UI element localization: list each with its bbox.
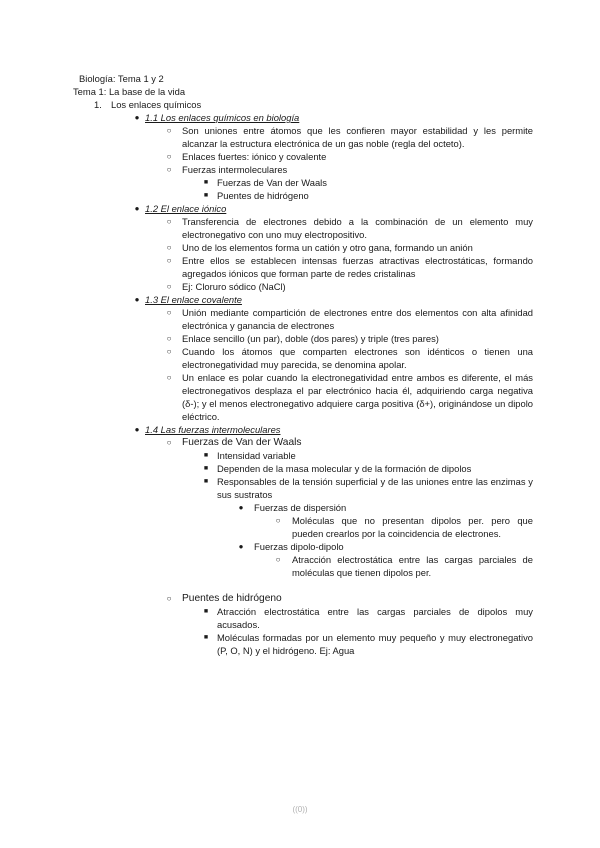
list-item xyxy=(235,540,533,553)
list-item xyxy=(272,553,533,579)
page-footer: ((0)) xyxy=(292,805,308,814)
document-title: Biología: Tema 1 y 2 xyxy=(79,73,164,84)
bullet-marker: ● xyxy=(134,113,140,122)
bullet-marker: ○ xyxy=(166,308,172,317)
bullet-marker: ○ xyxy=(275,555,281,564)
bullet-marker: ○ xyxy=(166,256,172,265)
list-item-text: Enlaces fuertes: iónico y covalente xyxy=(182,151,327,162)
subsection-title: 1.4 Las fuerzas intermoleculares xyxy=(145,424,281,435)
section-title: Los enlaces químicos xyxy=(111,99,202,110)
list-item-text: Intensidad variable xyxy=(217,450,296,461)
list-item xyxy=(200,189,533,202)
list-item xyxy=(235,501,533,514)
bullet-marker: ○ xyxy=(166,438,172,447)
bullet-marker: ● xyxy=(134,425,140,434)
bullet-marker: ■ xyxy=(203,478,209,485)
bullet-marker: ○ xyxy=(166,243,172,252)
bullet-marker: ○ xyxy=(166,217,172,226)
list-item xyxy=(272,514,533,540)
bullet-marker: ○ xyxy=(166,165,172,174)
list-item xyxy=(163,215,533,241)
bullet-marker: ○ xyxy=(166,282,172,291)
subsection-title: 1.3 El enlace covalente xyxy=(145,294,242,305)
bullet-marker: ● xyxy=(238,503,244,512)
list-item-text: Fuerzas de Van der Waals xyxy=(217,177,327,188)
list-item-text: Fuerzas dipolo-dipolo xyxy=(254,541,344,552)
bullet-marker: ■ xyxy=(203,465,209,472)
section-number: 1. xyxy=(94,99,102,110)
bullet-marker: ○ xyxy=(166,594,172,603)
list-item-text: Un enlace es polar cuando la electronegatividad entre ambos es diferente, el más electronegativos desplaza el par electrónico hacia él, adquiriendo carga negativa (δ-); y el menos electronegativo adquiere carga positiva (δ+), originándose un dipolo eléctrico. xyxy=(182,372,533,422)
list-item xyxy=(163,345,533,371)
list-item xyxy=(163,332,533,345)
list-item xyxy=(163,371,533,423)
list-item-text: Fuerzas intermoleculares xyxy=(182,164,288,175)
list-item xyxy=(163,124,533,150)
list-item-text: Puentes de hidrógeno xyxy=(217,190,309,201)
list-item xyxy=(200,605,533,631)
bullet-marker: ○ xyxy=(275,516,281,525)
bullet-marker: ■ xyxy=(203,192,209,199)
list-item xyxy=(163,280,533,293)
list-item xyxy=(200,176,533,189)
list-item xyxy=(163,150,533,163)
list-item-text: Son uniones entre átomos que les confieren mayor estabilidad y les permite alcanzar la estructura electrónica de un gas noble (regla del octeto). xyxy=(182,125,533,149)
list-item xyxy=(163,306,533,332)
list-item-text: Enlace sencillo (un par), doble (dos pares) y triple (tres pares) xyxy=(182,333,439,344)
list-item xyxy=(163,254,533,280)
list-item-text: Fuerzas de dispersión xyxy=(254,502,347,513)
bullet-marker: ○ xyxy=(166,334,172,343)
list-item-text: Uno de los elementos forma un catión y otro gana, formando un anión xyxy=(182,242,473,253)
topic-title: Tema 1: La base de la vida xyxy=(73,86,186,97)
list-item-text: Fuerzas de Van der Waals xyxy=(182,437,302,448)
bullet-marker: ■ xyxy=(203,634,209,641)
list-item-text: Dependen de la masa molecular y de la formación de dipolos xyxy=(217,463,472,474)
bullet-marker: ■ xyxy=(203,608,209,615)
list-item xyxy=(163,163,533,176)
bullet-marker: ○ xyxy=(166,347,172,356)
list-item xyxy=(200,449,533,462)
bullet-marker: ■ xyxy=(203,179,209,186)
section-heading-item xyxy=(131,202,531,215)
bullet-marker: ● xyxy=(238,542,244,551)
list-item-text: Transferencia de electrones debido a la combinación de un elemento muy electronegativo con uno muy electropositivo. xyxy=(182,216,533,240)
bullet-marker: ● xyxy=(134,204,140,213)
list-item-text: Atracción electrostática entre las cargas parciales de dipolos muy acusados. xyxy=(217,606,533,630)
list-item-text: Entre ellos se establecen intensas fuerzas atractivas electrostáticas, formando agregados iónicos que forman parte de redes cristalinas xyxy=(182,255,533,279)
bullet-marker: ● xyxy=(134,295,140,304)
list-item-text: Moléculas que no presentan dipolos per. pero que pueden crearlos por la coincidencia de electrones. xyxy=(292,515,533,539)
list-item-text: Ej: Cloruro sódico (NaCl) xyxy=(182,281,286,292)
bullet-marker: ○ xyxy=(166,152,172,161)
list-item-text: Unión mediante compartición de electrones entre dos elementos con alta afinidad electrónica y ganancia de electrones xyxy=(182,307,533,331)
list-item xyxy=(163,241,533,254)
list-item-text: Moléculas formadas por un elemento muy pequeño y muy electronegativo (P, O, N) y el hidrógeno. Ej: Agua xyxy=(217,632,533,656)
bullet-marker: ○ xyxy=(166,373,172,382)
bullet-marker: ○ xyxy=(166,126,172,135)
subsection-title: 1.2 El enlace iónico xyxy=(145,203,227,214)
bullet-marker: ■ xyxy=(203,452,209,459)
list-item-text: Responsables de la tensión superficial y de las uniones entre las enzimas y sus sustratos xyxy=(217,476,533,500)
subsection-title: 1.1 Los enlaces químicos en biología xyxy=(145,112,300,123)
section-heading-item xyxy=(131,293,531,306)
list-item xyxy=(200,475,533,501)
list-item xyxy=(200,462,533,475)
list-item xyxy=(200,631,533,657)
list-item xyxy=(163,436,533,449)
section-heading-item xyxy=(131,111,531,124)
section-heading-item xyxy=(131,423,531,436)
list-item xyxy=(163,592,533,605)
list-item-text: Puentes de hidrógeno xyxy=(182,593,282,604)
list-item-text: Cuando los átomos que comparten electrones son idénticos o tienen una electronegatividad muy parecida, se denomina apolar. xyxy=(182,346,533,370)
section-heading xyxy=(94,98,201,111)
list-item-text: Atracción electrostática entre las cargas parciales de moléculas que tienen dipolos per. xyxy=(292,554,533,578)
